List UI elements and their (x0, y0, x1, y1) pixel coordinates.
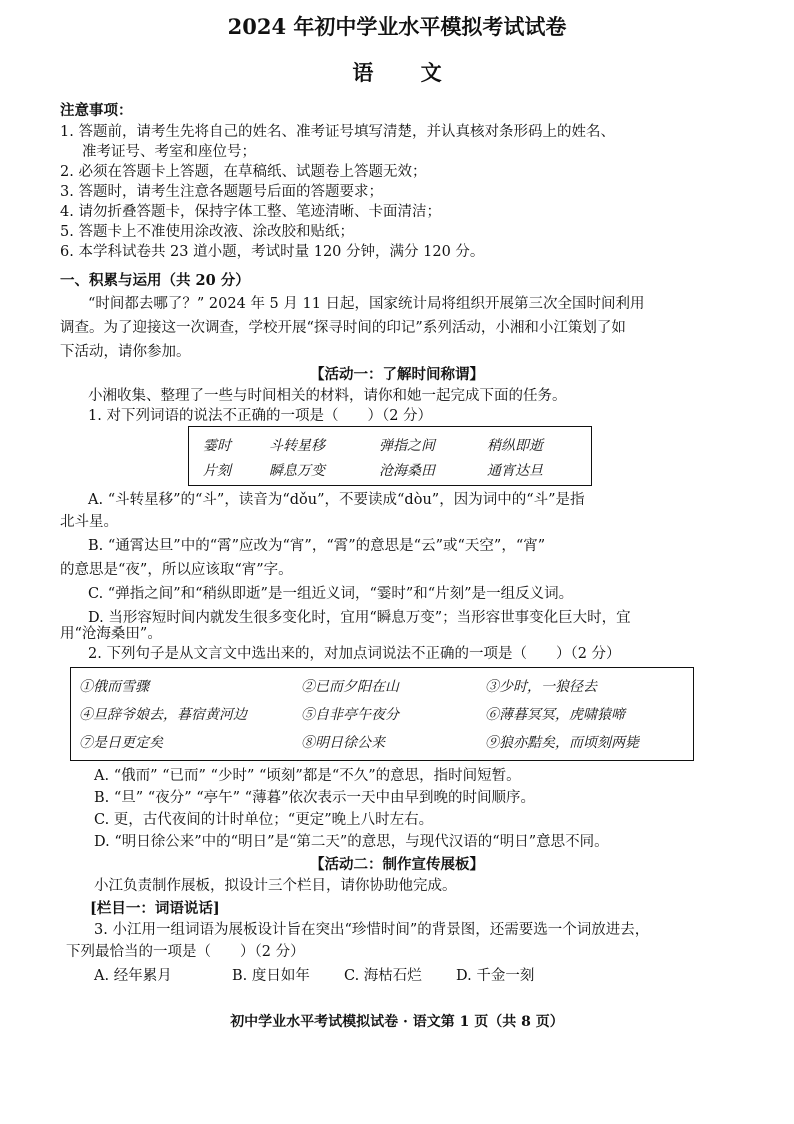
sentence-cell: ⑤自非亭午夜分 (301, 707, 399, 723)
option-line: D. 当形容短时间内就发生很多变化时，宜用“瞬息万变”；当形容世事变化巨大时，宜 (88, 610, 631, 626)
answer-option: C. 海枯石烂 (344, 968, 422, 984)
word-box (188, 426, 592, 486)
option-line: C. “弹指之间”和“稍纵即逝”是一组近义词，“霎时”和“片刻”是一组反义词。 (88, 586, 574, 602)
exam-title: 2024 年初中学业水平模拟考试试卷 (227, 14, 567, 39)
notice-item: 6. 本学科试卷共 23 道小题，考试时量 120 分钟，满分 120 分。 (60, 244, 485, 260)
section-heading: 一、积累与运用（共 20 分） (60, 272, 250, 289)
option-line: 用“沧海桑田”。 (60, 626, 162, 642)
question-stem: 1. 对下列词语的说法不正确的一项是（ ）（2 分） (88, 408, 433, 424)
answer-option: D. 千金一刻 (456, 968, 535, 984)
intro-line: 调查。为了迎接这一次调查，学校开展“探寻时间的印记”系列活动，小湘和小江策划了如 (60, 320, 626, 336)
intro-line: “时间都去哪了？” 2024 年 5 月 11 日起，国家统计局将组织开展第三次全国时间利用 (88, 296, 645, 312)
option-line: B. “旦” “夜分” “亭午” “薄暮”依次表示一天中由早到晚的时间顺序。 (94, 790, 536, 806)
option-line: C. 更，古代夜间的计时单位；“更定”晚上八时左右。 (94, 812, 434, 828)
answer-option: B. 度日如年 (232, 968, 310, 984)
sentence-cell: ①俄而雪骤 (79, 679, 149, 695)
word-cell: 霎时 (203, 438, 231, 454)
question-stem: 3. 小江用一组词语为展板设计旨在突出“珍惜时间”的背景图，还需要选一个词放进去， (94, 922, 650, 938)
notice-item: 准考证号、考室和座位号； (82, 144, 256, 160)
option-line: 的意思是“夜”，所以应该取“宵”字。 (60, 562, 293, 578)
option-line: 北斗星。 (60, 514, 118, 530)
option-line: A. “斗转星移”的“斗”，读音为“dǒu”，不要读成“dòu”，因为词中的“斗”是指 (88, 492, 585, 508)
notice-item: 1. 答题前，请考生先将自己的姓名、准考证号填写清楚，并认真核对条形码上的姓名、 (60, 124, 615, 140)
sentence-cell: ③少时，一狼径去 (485, 679, 597, 695)
notice-item: 2. 必须在答题卡上答题，在草稿纸、试题卷上答题无效； (60, 164, 427, 180)
activity-title: 【活动一：了解时间称谓】 (310, 366, 484, 383)
option-line: B. “通霄达旦”中的“霄”应改为“宵”，“霄”的意思是“云”或“天空”，“宵” (88, 538, 546, 554)
notice-item: 4. 请勿折叠答题卡，保持字体工整、笔迹清晰、卡面清洁； (60, 204, 441, 220)
notice-item: 5. 答题卡上不准使用涂改液、涂改胶和贴纸； (60, 224, 354, 240)
sentence-cell: ⑥薄暮冥冥，虎啸猿啼 (485, 707, 625, 723)
sentence-cell: ⑦是日更定矣 (79, 735, 163, 751)
subject-title: 语 文 (352, 60, 462, 85)
sentence-cell: ⑨狼亦黠矣，而顷刻两毙 (485, 735, 639, 751)
answer-option: A. 经年累月 (94, 968, 172, 984)
word-cell: 片刻 (203, 463, 231, 479)
word-cell: 瞬息万变 (269, 463, 325, 479)
option-line: A. “俄而” “已而” “少时” “顷刻”都是“不久”的意思，指时间短暂。 (94, 768, 521, 784)
word-cell: 稍纵即逝 (487, 438, 543, 454)
notice-item: 3. 答题时，请考生注意各题题号后面的答题要求； (60, 184, 383, 200)
word-cell: 斗转星移 (269, 438, 325, 454)
word-cell: 沧海桑田 (379, 463, 435, 479)
page-footer: 初中学业水平考试模拟试卷 · 语文第 1 页（共 8 页） (230, 1014, 564, 1030)
sentence-cell: ②已而夕阳在山 (301, 679, 399, 695)
sentence-cell: ⑧明日徐公来 (301, 735, 385, 751)
sentence-cell: ④旦辞爷娘去，暮宿黄河边 (79, 707, 247, 723)
notice-heading: 注意事项： (60, 102, 133, 119)
sentence-box (70, 667, 694, 761)
option-line: D. “明日徐公来”中的“明日”是“第二天”的意思，与现代汉语的“明日”意思不同。 (94, 834, 609, 850)
word-cell: 通宵达旦 (487, 463, 543, 479)
question-stem: 下列最恰当的一项是（ ）（2 分） (66, 944, 305, 960)
column-heading: [栏目一：词语说话] (90, 900, 220, 917)
word-cell: 弹指之间 (379, 438, 435, 454)
intro-line: 下活动，请你参加。 (60, 344, 191, 360)
activity-title: 【活动二：制作宣传展板】 (310, 856, 484, 873)
question-stem: 2. 下列句子是从文言文中选出来的，对加点词说法不正确的一项是（ ）（2 分） (88, 646, 621, 662)
activity-intro: 小湘收集、整理了一些与时间相关的材料，请你和她一起完成下面的任务。 (88, 388, 567, 404)
activity-intro: 小江负责制作展板，拟设计三个栏目，请你协助他完成。 (94, 878, 457, 894)
